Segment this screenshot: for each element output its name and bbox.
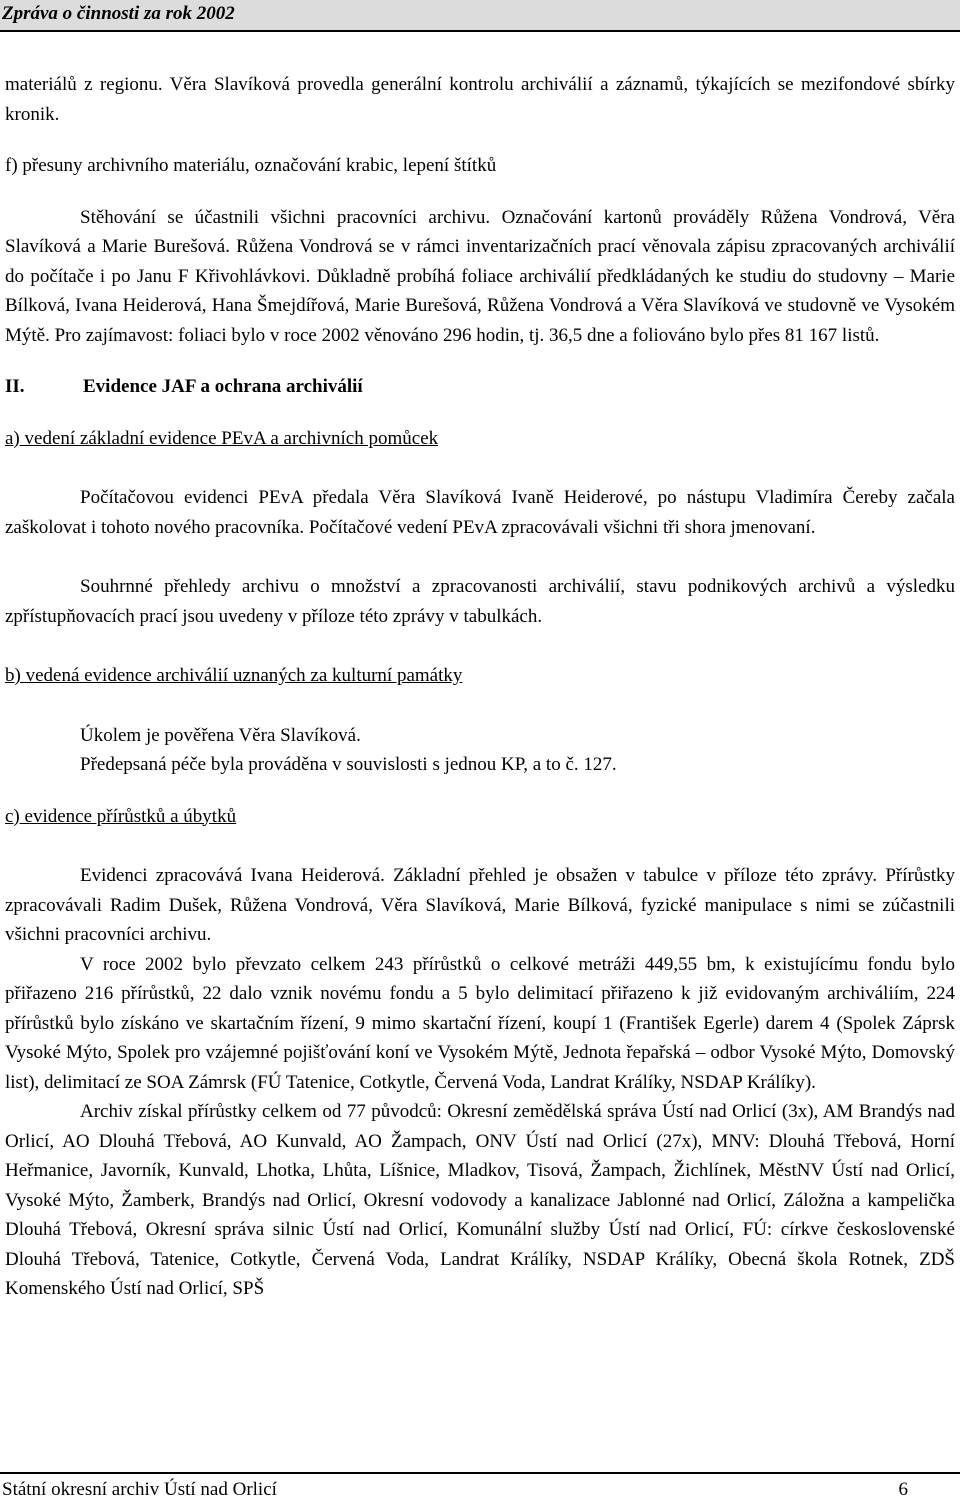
paragraph-c1: Evidenci zpracovává Ivana Heiderová. Základní přehled je obsažen v tabulce v příloze této zprávy. Přírůstky zpracovávali Radim Dušek, Růžena Vondrová, Věra Slavíková, Marie Bílková, fyzické manipulace s nimi se zúčastnili všichni pracovníci archivu.	[5, 865, 955, 945]
paragraph-a2: Souhrnné přehledy archivu o množství a zpracovanosti archiválií, stavu podnikových archivů a výsledku zpřístupňovacích prací jsou uvedeny v příloze této zprávy v tabulkách.	[5, 576, 955, 627]
page-footer	[0, 1472, 960, 1506]
footer-institution: Státní okresní archiv Ústí nad Orlicí	[2, 1479, 277, 1500]
subheading-f: f) přesuny archivního materiálu, označování krabic, lepení štítků	[5, 155, 497, 176]
paragraph-intro: materiálů z regionu. Věra Slavíková provedla generální kontrolu archiválií a záznamů, týkajících se mezifondové sbírky kronik.	[5, 74, 955, 125]
paragraph-c3: Archiv získal přírůstky celkem od 77 původců: Okresní zemědělská správa Ústí nad Orlicí (3x), AM Brandýs nad Orlicí, AO Dlouhá Třebová, AO Kunvald, AO Žampach, ONV Ústí nad Orlicí (27x), MNV: Dlouhá Třebová, Horní Heřmanice, Javorník, Kunvald, Lhotka, Lhůta, Líšnice, Mladkov, Tisová, Žampach, Žichlínek, MěstNV Ústí nad Orlicí, Vysoké Mýto, Žamberk, Brandýs nad Orlicí, Okresní vodovody a kanalizace Jablonné nad Orlicí, Záložna a kampelička Dlouhá Třebová, Okresní správa silnic Ústí nad Orlicí, Komunální služby Ústí nad Orlicí, FÚ: církve československé Dlouhá Třebová, Tatenice, Cotkytle, Červená Voda, Landrat Králíky, NSDAP Králíky, Obecná škola Rotnek, ZDŠ Komenského Ústí nad Orlicí, SPŠ	[5, 1101, 955, 1299]
subheading-c: c) evidence přírůstků a úbytků	[5, 805, 237, 827]
page-number: 6	[898, 1479, 908, 1500]
paragraph-a1: Počítačovou evidenci PEvA předala Věra Slavíková Ivaně Heiderové, po nástupu Vladimíra Čereby začala zaškolovat i tohoto nového pracovníka. Počítačové vedení PEvA zpracovávali všichni tři shora jmenovaní.	[5, 487, 955, 538]
paragraph-b1: Úkolem je pověřena Věra Slavíková.	[80, 724, 361, 746]
paragraph-c2: V roce 2002 bylo převzato celkem 243 přírůstků o celkové metráži 449,55 bm, k existujícímu fondu bylo přiřazeno 216 přírůstků, 22 dalo vznik novému fondu a 5 bylo delimitací přiřazeno k již evidovaným archiváliím, 224 přírůstků bylo získáno ve skartačním řízení, 9 mimo skartační řízení, koupí 1 (František Egerle) darem 4 (Spolek Záprsk Vysoké Mýto, Spolek pro vzájemné pojišťování koní ve Vysokém Mýtě, Jednota řepařská – odbor Vysoké Mýto, Domovský list), delimitací ze SOA Zámrsk (FÚ Tatenice, Cotkytle, Červená Voda, Landrat Králíky, NSDAP Králíky).	[5, 953, 955, 1093]
subheading-a: a) vedení základní evidence PEvA a archivních pomůcek	[5, 427, 439, 449]
header-title: Zpráva o činnosti za rok 2002	[2, 3, 235, 24]
page-header	[0, 0, 960, 32]
section-heading-ii	[5, 372, 955, 402]
paragraph-stehovani: Stěhování se účastnili všichni pracovníci archivu. Označování kartonů prováděly Růžena Vondrová, Věra Slavíková a Marie Burešová. Růžena Vondrová se v rámci inventarizačních prací věnovala zápisu zpracovaných archiválií do počítače i po Janu F Křivohlávkovi. Důkladně probíhá foliace archiválií předkládaných ke studiu do studovny – Marie Bílková, Ivana Heiderová, Hana Šmejdířová, Marie Burešová, Růžena Vondrová a Věra Slavíková ve studovně ve Vysokém Mýtě. Pro zajímavost: foliaci bylo v roce 2002 věnováno 296 hodin, tj. 36,5 dne a foliováno bylo přes 81 167 listů.	[5, 206, 955, 346]
paragraph-b2: Předepsaná péče byla prováděna v souvislosti s jednou KP, a to č. 127.	[80, 754, 617, 775]
document-body	[5, 70, 955, 1304]
subheading-b: b) vedená evidence archiválií uznaných za kulturní památky	[5, 665, 463, 686]
section-number: II.	[5, 376, 25, 397]
section-title: Evidence JAF a ochrana archiválií	[83, 376, 363, 397]
